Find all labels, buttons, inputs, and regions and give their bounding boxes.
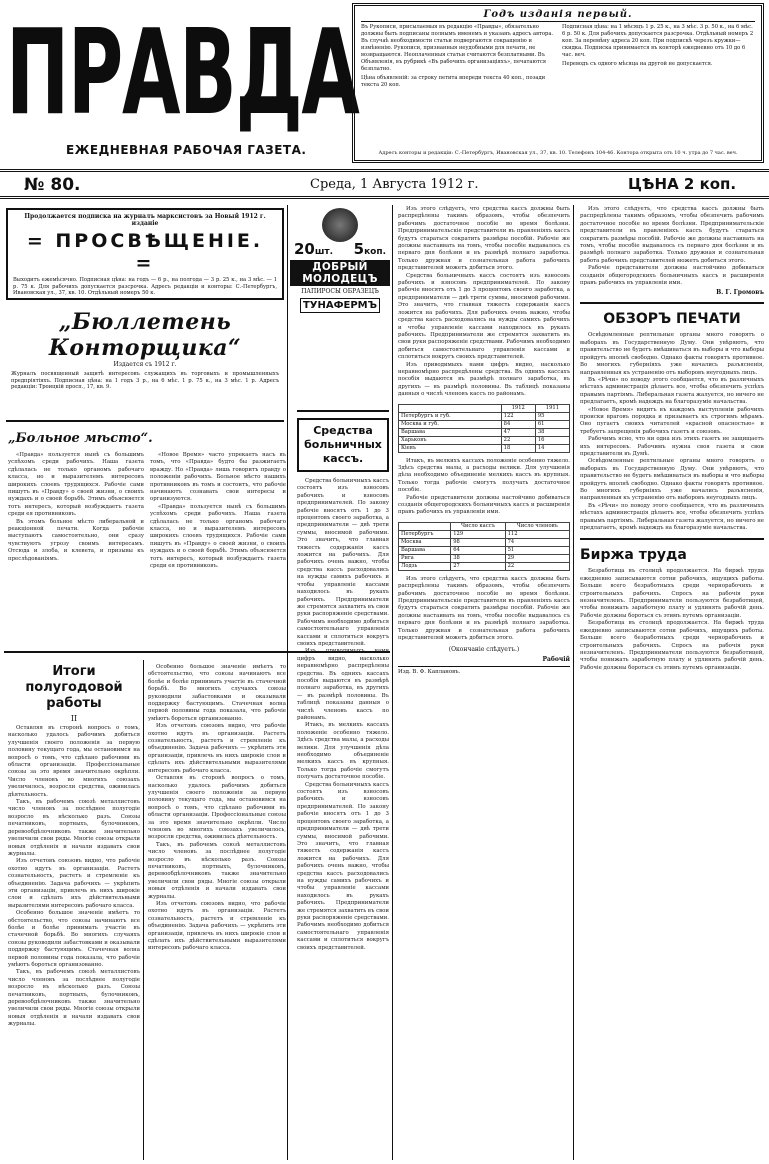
info-col-right-text2: Переводъ съ одного мѣсяца на другой не допускается. xyxy=(562,61,713,67)
table-header xyxy=(399,522,451,530)
table-cell: 98 xyxy=(451,538,505,546)
table-cell: 84 xyxy=(501,420,535,428)
info-box-footer: Адресъ конторы и редакціи: С.-Петербургъ, Ивановская ул., 37, кв. 10. Телефонъ 104-46. Контора открыта отъ 10 ч. утра до 7 час. веч. xyxy=(378,150,738,156)
table-cell: Кіевъ xyxy=(399,444,502,452)
table-cell: 129 xyxy=(451,530,505,538)
ad-bulletin-sub: Издается съ 1912 г. xyxy=(113,361,177,368)
paragraph: Изъ приводимыхъ нами цифръ видно, насколько неравномѣрно распредѣлены средства. Въ однихъ кассахъ пособія выдаются въ размѣрѣ полнаго заработка, въ другихъ — въ размѣрѣ половины. Въ таблицѣ показаны данныя о числѣ членовъ кассъ по районамъ. xyxy=(398,361,570,398)
paragraph: Безработица въ столицѣ продолжается. На биржѣ труда ежедневно записываются сотни рабочихъ, ищущихъ работы. Больше всего безработныхъ среди чернорабочихъ и строительныхъ рабочихъ. Спросъ на рабочія руки незначителенъ. Предприниматели пользуются безработицей, чтобы понижать заработную плату и удлинять рабочій день. Рабочіе должны бороться съ этимъ путемъ организаціи. xyxy=(580,568,764,619)
table-cell: 38 xyxy=(535,428,569,436)
section-obzor xyxy=(580,302,764,532)
table-cell: 74 xyxy=(505,538,569,546)
paragraph: Такъ, въ рабочемъ союзѣ металлистовъ число членовъ за послѣднее полугодіе возросло въ нѣсколько разъ. Союзы печатниковъ, портныхъ, булочниковъ, деревообдѣлочниковъ также значительно увеличили свои ряды. Многіе союзы открыли новыя отдѣленія и начали издавать свои журналы. xyxy=(8,969,140,1028)
column-rule xyxy=(287,205,288,1160)
section-birzha xyxy=(580,538,764,672)
article-signature: Рабочій xyxy=(542,656,570,664)
table-cell: 38 xyxy=(451,554,505,562)
table-cell: 61 xyxy=(535,420,569,428)
paragraph: Изъ этого слѣдуетъ, что средства кассъ должны быть распредѣлены такимъ образомъ, чтобы обезпечить рабочимъ достаточное пособіе во время болѣзни. Предпринимательскіе представители въ правленіяхъ кассъ будутъ стараться сократить размѣры пособій. Рабочіе же должны настаивать на томъ, чтобы пособіе выдавалось съ перваго дня болѣзни и въ размѣрѣ полнаго заработка. Только дружная и сознательная работа рабочихъ представителей можетъ добиться этого. xyxy=(398,575,570,642)
ad-brand: ДОБРЫЙ МОЛОДЕЦЪ xyxy=(290,260,390,286)
table-cell: 112 xyxy=(505,530,569,538)
info-col-left-text: Въ Рукописи, присылаемыя въ редакцію «Правды», обязательно должны быть подписаны полнымъ именемъ и указанъ адресъ автора. Въ случаѣ необходимости статьи подвергаются сокращенію и измѣненію. Рукописи, признанныя неудобными для печати, не возвращаются. Неоплаченныя статьи считаются безплатными. Въ Объявленія, въ рубрикѣ «Въ рабочихъ организаціяхъ», печатаются безплатно. xyxy=(361,24,554,72)
table-cell: Петербургъ xyxy=(399,530,451,538)
article-title: ОБЗОРЪ ПЕЧАТИ xyxy=(603,311,741,328)
ad-dobry-molodets xyxy=(290,206,390,366)
table-row xyxy=(399,538,570,546)
stats-table-2 xyxy=(398,522,570,571)
info-col-right-text: Подписная цѣна: на 1 мѣсяцъ 1 р. 25 к., на 3 мѣс. 3 р. 50 к., на 6 мѣс. 6 р. 50 к. Для рабочихъ допускается разсрочка. Отдѣльный номеръ 2 коп. За перемѣну адреса 20 коп. При подпискѣ черезъ кружки—скидка. Подписка принимается въ конторѣ ежедневно отъ 10 до 6 час. веч. xyxy=(562,24,754,58)
price-left-value: 20 xyxy=(294,240,315,258)
paragraph: Такъ, въ рабочемъ союзѣ металлистовъ число членовъ за послѣднее полугодіе возросло въ нѣсколько разъ. Союзы печатниковъ, портныхъ, булочниковъ, деревообдѣлочниковъ также значительно увеличили свои ряды. Многіе союзы открыли новыя отдѣленія и начали издавать свои журналы. xyxy=(8,799,140,857)
paragraph: Особенно большое значеніе имѣетъ то обстоятельство, что союзы начинаютъ все болѣе и болѣе принимать участіе въ стачечной борьбѣ. Во многихъ случаяхъ союзы руководили забастовками и оказывали поддержку бастующимъ. Стачечная волна первой половины года показала, что рабочіе умѣютъ бороться организованно. xyxy=(8,910,140,968)
table-header xyxy=(399,404,502,412)
paragraph: Изъ этого слѣдуетъ, что средства кассъ должны быть распредѣлены такимъ образомъ, чтобы обезпечить рабочимъ достаточное пособіе во время болѣзни. Предпринимательскіе представители въ правленіяхъ кассъ будутъ стараться сократить размѣры пособій. Рабочіе же должны настаивать на томъ, чтобы пособіе выдавалось съ перваго дня болѣзни и въ размѣрѣ полнаго заработка. Только дружная и сознательная работа рабочихъ представителей можетъ добиться этого. xyxy=(580,206,764,264)
table-cell: Москва и губ. xyxy=(399,420,502,428)
info-col-right xyxy=(562,24,755,89)
price-right-unit: коп. xyxy=(364,247,386,257)
column-rule xyxy=(392,205,393,1160)
paragraph: «Правда» пользуется нынѣ съ большимъ успѣхомъ среди рабочихъ. Наша газета сдѣлалась не только органомъ рабочаго класса, но и выразителемъ интересовъ широкихъ слоевъ трудящихся. Рабочіе сами пишутъ въ «Правду» о своей жизни, о своихъ нуждахъ и о своей борьбѣ. Этимъ объясняется тотъ интересъ, который возбуждаетъ газета среди ея противниковъ. xyxy=(8,452,144,518)
table-cell: 29 xyxy=(505,554,569,562)
table-cell: 22 xyxy=(505,562,569,570)
ad-prosv-text: Выходитъ ежемѣсячно. Подписная цѣна: на годъ — 6 р., на полгода — 3 р. 25 к., на 3 мѣс. — 1 р. 75 к. Для рабочихъ допускается разсрочка. Адресъ редакціи и конторы: С.-Петербургъ, Ивановская ул., 37, кв. 10. Отдѣльный номеръ 50 к. xyxy=(13,277,277,297)
table-row xyxy=(399,554,570,562)
table-header: Число кассъ xyxy=(451,522,505,530)
table-cell: 16 xyxy=(535,436,569,444)
paragraph: Особенно большое значеніе имѣетъ то обстоятельство, что союзы начинаютъ все болѣе и болѣе принимать участіе въ стачечной борьбѣ. Во многихъ случаяхъ союзы руководили забастовками и оказывали поддержку бастующимъ. Стачечная волна первой половины года показала, что рабочіе умѣютъ бороться организованно. xyxy=(148,664,286,722)
ad-price-row xyxy=(290,240,390,258)
article-title: Биржа труда xyxy=(580,547,687,564)
table-header-row xyxy=(399,404,570,412)
table-cell: 51 xyxy=(505,546,569,554)
paragraph: Оставляя въ сторонѣ вопросъ о томъ, насколько удалось рабочимъ добиться улучшенія своего положенія за первую половину текущаго года, мы остановимся на вопросѣ о томъ, что сдѣлано рабочими въ области организаціи. Профессіональные союзы за это время значительно окрѣпли. Число членовъ во многихъ союзахъ увеличилось, возросли средства, оживилась дѣятельность. xyxy=(8,725,140,798)
paragraph: Рабочіе представители должны настойчиво добиваться созданія общегородскихъ больничныхъ кассъ и расширенія правъ рабочихъ въ управленіи ими. xyxy=(398,494,570,516)
table-cell: Москва xyxy=(399,538,451,546)
info-col-left-text2: Цѣна объявленій: за строку петита впереди текста 40 коп., позади текста 20 коп. xyxy=(361,75,546,88)
paragraph: Такъ, въ рабочемъ союзѣ металлистовъ число членовъ за послѣднее полугодіе возросло въ нѣсколько разъ. Союзы печатниковъ, портныхъ, булочниковъ, деревообдѣлочниковъ также значительно увеличили свои ряды. Многіе союзы открыли новыя отдѣленія и начали издавать свои журналы. xyxy=(148,841,286,900)
table-cell: Варшава xyxy=(399,546,451,554)
paragraph: Итакъ, въ мелкихъ кассахъ положеніе особенно тяжело. Здѣсь средства малы, а расходы велики. Для улучшенія дѣла необходимо объединеніе мелкихъ кассъ въ крупныя. Только тогда рабочіе смогутъ получать достаточное пособіе. xyxy=(398,457,570,494)
ad-prosveshchenie xyxy=(6,208,284,300)
ad-bulletin xyxy=(6,304,284,422)
article-body xyxy=(398,458,570,517)
paragraph: Рабочіе представители должны настойчиво добиваться созданія общегородскихъ больничныхъ кассъ и расширенія правъ рабочихъ въ управленіи ими. xyxy=(580,265,764,287)
ad-bulletin-title: „Бюллетень Конторщика“ xyxy=(48,309,242,361)
article-body xyxy=(8,725,140,1029)
issue-number: № 80. xyxy=(24,175,81,195)
article-title: „Больное мѣсто“. xyxy=(8,431,153,446)
table-cell: Рига xyxy=(399,554,451,562)
paragraph: Безработица въ столицѣ продолжается. На биржѣ труда ежедневно записываются сотни рабочихъ, ищущихъ работы. Больше всего безработныхъ среди чернорабочихъ и строительныхъ рабочихъ. Спросъ на рабочія руки незначителенъ. Предприниматели пользуются безработицей, чтобы понижать заработную плату и удлинять рабочій день. Рабочіе должны бороться съ этимъ путемъ организаціи. xyxy=(580,620,764,671)
article-body xyxy=(150,452,286,571)
article-bolnoe-mesto xyxy=(8,430,286,648)
paragraph: Изъ этого слѣдуетъ, что средства кассъ должны быть распредѣлены такимъ образомъ, чтобы обезпечить рабочимъ достаточное пособіе во время болѣзни. Предпринимательскіе представители въ правленіяхъ кассъ будутъ стараться сократить размѣры пособій. Рабочіе же должны настаивать на томъ, чтобы пособіе выдавалось съ перваго дня болѣзни и въ размѣрѣ полнаго заработка. Только дружная и сознательная работа рабочихъ представителей можетъ добиться этого. xyxy=(398,206,570,272)
info-box-header: Годъ изданія первый. xyxy=(361,9,755,22)
article-body xyxy=(398,576,570,643)
paragraph: Средства больничныхъ кассъ состоятъ изъ взносовъ рабочихъ и взносовъ предпринимателей. По закону рабочіе вносятъ отъ 1 до 3 процентовъ своего заработка, а предприниматели — двѣ трети суммы, вносимой рабочими. Это значитъ, что главная тяжесть содержанія кассъ ложится на рабочихъ. Для рабочихъ очень важно, чтобы средства кассъ расходовались на нужды самихъ рабочихъ и чтобы управленіе кассами находилось въ рукахъ рабочихъ. Предприниматели же стремятся захватить въ свои руки распоряженіе средствами. Рабочимъ необходимо добиться самостоятельнаго управленія кассами и сплотиться вокругъ своихъ представителей. xyxy=(297,478,389,647)
paragraph: Средства больничныхъ кассъ состоятъ изъ взносовъ рабочихъ и взносовъ предпринимателей. По закону рабочіе вносятъ отъ 1 до 3 процентовъ своего заработка, а предприниматели — двѣ трети суммы, вносимой рабочими. Это значитъ, что главная тяжесть содержанія кассъ ложится на рабочихъ. Для рабочихъ очень важно, чтобы средства кассъ расходовались на нужды самихъ рабочихъ и чтобы управленіе кассами находилось въ рукахъ рабочихъ. Предприниматели же стремятся захватить въ свои руки распоряженіе средствами. Рабочимъ необходимо добиться самостоятельнаго управленія кассами и сплотиться вокругъ своихъ представителей. xyxy=(398,272,570,361)
paragraph: Изъ отчетовъ союзовъ видно, что рабочіе охотно идутъ въ организаціи. Растетъ сознательность, растетъ и стремленіе къ объединенію. Задача рабочихъ — укрѣпить эти организаціи, привлечь въ нихъ широкіе слои и сдѣлать ихъ дѣйствительными выразителями интересовъ рабочаго класса. xyxy=(148,723,286,774)
table-header: Число членовъ xyxy=(505,522,569,530)
ad-brand2: ТУНАФЕРМЪ xyxy=(300,298,380,313)
table-cell: 122 xyxy=(501,412,535,420)
table-row xyxy=(399,546,570,554)
article-sredstva xyxy=(297,410,389,1160)
publisher-line: Изд. В. Ф. Каплановъ. xyxy=(398,666,570,675)
table-cell: Лодзь xyxy=(399,562,451,570)
table-cell: 22 xyxy=(501,436,535,444)
soldier-emblem-icon xyxy=(322,208,358,242)
article-numeral: II xyxy=(70,714,78,723)
table-cell: 47 xyxy=(501,428,535,436)
to-be-continued: (Окончаніе слѣдуетъ.) xyxy=(448,646,520,654)
column-rule xyxy=(143,660,144,1160)
table-row xyxy=(399,530,570,538)
table-cell: Харьковъ xyxy=(399,436,502,444)
column-four xyxy=(398,206,570,1160)
issue-date: Среда, 1 Августа 1912 г. xyxy=(310,177,479,192)
ad-prosv-title: = ПРОСВѢЩЕНІЕ. = xyxy=(26,230,264,274)
paragraph: «Новое Время» видитъ въ каждомъ выступленіи рабочихъ происки враговъ порядка и призываетъ къ строгимъ мѣрамъ. Оно пугаетъ своихъ читателей «красной опасностью» и требуетъ запрещенія рабочихъ газетъ и союзовъ. xyxy=(580,406,764,435)
price-right xyxy=(354,240,386,258)
table-row xyxy=(399,562,570,570)
paragraph: Въ «Рѣчи» по поводу этого сообщается, что въ различныхъ мѣстахъ администрація дѣлаетъ все, чтобы обезпечить успѣхъ правымъ партіямъ. Либеральная газета жалуется, но ничего не предлагаетъ, кромѣ надеждъ на благоразуміе начальства. xyxy=(580,376,764,406)
article-signature: В. Г. Громовъ xyxy=(716,289,764,297)
info-col-left xyxy=(361,24,554,89)
table-row xyxy=(399,412,570,420)
table-cell: 64 xyxy=(451,546,505,554)
masthead-title: ПРАВДА xyxy=(6,3,359,141)
price-left xyxy=(294,240,333,258)
article-body xyxy=(297,478,389,952)
paragraph: Въ этомъ больное мѣсто либеральной и реакціонной печати. Когда рабочіе выступаютъ самостоятельно, они сразу чувствуютъ угрозу своимъ интересамъ. Отсюда и злоба, и клевета, и призывы къ преслѣдованіямъ. xyxy=(8,518,144,562)
price-right-value: 5 xyxy=(353,240,365,258)
ad-bulletin-text: Журналъ посвященный защитѣ интересовъ служащихъ въ торговыхъ и промышленныхъ предпріятіяхъ. Подписная цѣна: на 1 годъ 3 р., на 6 мѣс. 1 р. 75 к., на 3 мѣс. 1 р. Адресъ редакціи: Троицкій просп., 17, кв. 9. xyxy=(11,371,279,391)
publication-info-box xyxy=(352,3,764,163)
article-body xyxy=(8,452,144,571)
price-left-unit: шт. xyxy=(314,247,334,257)
paragraph: Изъ отчетовъ союзовъ видно, что рабочіе охотно идутъ въ организаціи. Растетъ сознательность, растетъ и стремленіе къ объединенію. Задача рабочихъ — укрѣпить эти организаціи, привлечь въ нихъ широкіе слои и сдѣлать ихъ дѣйствительными выразителями интересовъ рабочаго класса. xyxy=(8,858,140,909)
article-title: Итоги полугодовой работы xyxy=(25,664,123,711)
dateline-bar xyxy=(0,169,769,199)
table-row xyxy=(399,428,570,436)
table-header: 1912 xyxy=(501,404,535,412)
article-body xyxy=(148,664,286,953)
stats-table-1 xyxy=(398,404,570,453)
column-rule xyxy=(573,205,574,1160)
table-row xyxy=(399,444,570,452)
paragraph: Изъ приводимыхъ нами цифръ видно, насколько неравномѣрно распредѣлены средства. Въ однихъ кассахъ пособія выдаются въ размѣрѣ полнаго заработка, въ другихъ — въ размѣрѣ половины. Въ таблицѣ показаны данныя о числѣ членовъ кассъ по районамъ. xyxy=(297,648,389,721)
issue-price: ЦѢНА 2 коп. xyxy=(628,175,737,193)
paragraph: Изъ отчетовъ союзовъ видно, что рабочіе охотно идутъ въ организаціи. Растетъ сознательность, растетъ и стремленіе къ объединенію. Задача рабочихъ — укрѣпить эти организаціи, привлечь въ нихъ широкіе слои и сдѣлать ихъ дѣйствительными выразителями интересовъ рабочаго класса. xyxy=(148,901,286,952)
table-cell: 18 xyxy=(501,444,535,452)
paragraph: Освѣдомленные рептильные органы много говорятъ о выборахъ въ Государственную Думу. Они увѣряютъ, что правительство не будетъ вмѣшиваться въ выборы и что выборы пройдутъ вполнѣ свободно. Однако факты говорятъ противное. Во многихъ губерніяхъ уже начались разъясненія, направленныя къ устраненію отъ выборовъ неугодныхъ лицъ. xyxy=(580,458,764,502)
article-title: Средства больничных кассъ. xyxy=(297,418,389,472)
article-body xyxy=(580,206,764,287)
table-cell: 95 xyxy=(535,412,569,420)
paragraph: «Новое Время» часто упрекаетъ насъ въ томъ, что «Правда» будто бы разжигаетъ вражду. Но «Правда» лишь говоритъ правду о положеніи рабочихъ. Больное мѣсто нашихъ противниковъ въ томъ и состоитъ, что рабочіе начинаютъ сознавать свои интересы и организуются. xyxy=(150,452,286,503)
paragraph: Въ «Рѣчи» по поводу этого сообщается, что въ различныхъ мѣстахъ администрація дѣлаетъ все, чтобы обезпечить успѣхъ правымъ партіямъ. Либеральная газета жалуется, но ничего не предлагаетъ, кромѣ надеждъ на благоразуміе начальства. xyxy=(580,502,764,532)
article-body xyxy=(398,206,570,399)
article-itogi xyxy=(8,664,140,1160)
paragraph: Средства больничныхъ кассъ состоятъ изъ взносовъ рабочихъ и взносовъ предпринимателей. По закону рабочіе вносятъ отъ 1 до 3 процентовъ своего заработка, а предприниматели — двѣ трети суммы, вносимой рабочими. Это значитъ, что главная тяжесть содержанія кассъ ложится на рабочихъ. Для рабочихъ очень важно, чтобы средства кассъ расходовались на нужды самихъ рабочихъ и чтобы управленіе кассами находилось въ рукахъ рабочихъ. Предприниматели же стремятся захватить въ свои руки распоряженіе средствами. Рабочимъ необходимо добиться самостоятельнаго управленія кассами и сплотиться вокругъ своихъ представителей. xyxy=(297,781,389,951)
paragraph: «Правда» пользуется нынѣ съ большимъ успѣхомъ среди рабочихъ. Наша газета сдѣлалась не только органомъ рабочаго класса, но и выразителемъ интересовъ широкихъ слоевъ трудящихся. Рабочіе сами пишутъ въ «Правду» о своей жизни, о своихъ нуждахъ и о своей борьбѣ. Этимъ объясняется тотъ интересъ, который возбуждаетъ газета среди ея противниковъ. xyxy=(150,503,286,570)
masthead-subtitle: ЕЖЕДНЕВНАЯ РАБОЧАЯ ГАЗЕТА. xyxy=(66,143,307,157)
table-cell: 27 xyxy=(451,562,505,570)
paragraph: Итакъ, въ мелкихъ кассахъ положеніе особенно тяжело. Здѣсь средства малы, а расходы велики. Для улучшенія дѣла необходимо объединеніе мелкихъ кассъ въ крупныя. Только тогда рабочіе смогутъ получать достаточное пособіе. xyxy=(297,722,389,781)
table-header-row xyxy=(399,522,570,530)
table-header: 1911 xyxy=(535,404,569,412)
article-itogi-cont xyxy=(148,664,286,1160)
column-five xyxy=(580,206,764,1160)
ad-prosv-top: Продолжается подписка на журналъ марксистовъ за Новый 1912 г. изданіе xyxy=(24,213,266,227)
paragraph: Оставляя въ сторонѣ вопросъ о томъ, насколько удалось рабочимъ добиться улучшенія своего положенія за первую половину текущаго года, мы остановимся на вопросѣ о томъ, что сдѣлано рабочими въ области организаціи. Профессіональные союзы за это время значительно окрѣпли. Число членовъ во многихъ союзахъ увеличилось, возросли средства, оживилась дѣятельность. xyxy=(148,775,286,841)
table-row xyxy=(399,420,570,428)
article-body xyxy=(580,332,764,532)
ad-brand-sub: ПАПИРОСЫ ОБРАЗЕЦЪ xyxy=(301,288,379,295)
table-cell: Варшава xyxy=(399,428,502,436)
table-cell: 14 xyxy=(535,444,569,452)
table-row xyxy=(399,436,570,444)
article-body xyxy=(580,568,764,672)
table-cell: Петербургъ и губ. xyxy=(399,412,502,420)
paragraph: Освѣдомленные рептильные органы много говорятъ о выборахъ въ Государственную Думу. Они увѣряютъ, что правительство не будетъ вмѣшиваться въ выборы и что выборы пройдутъ вполнѣ свободно. Однако факты говорятъ противное. Во многихъ губерніяхъ уже начались разъясненія, направленныя къ устраненію отъ выборовъ неугодныхъ лицъ. xyxy=(580,332,764,376)
paragraph: Рабочимъ ясно, что ни одна изъ этихъ газетъ не защищаетъ ихъ интересовъ. Рабочимъ нужна своя газета и свои представители въ Думѣ. xyxy=(580,436,764,457)
